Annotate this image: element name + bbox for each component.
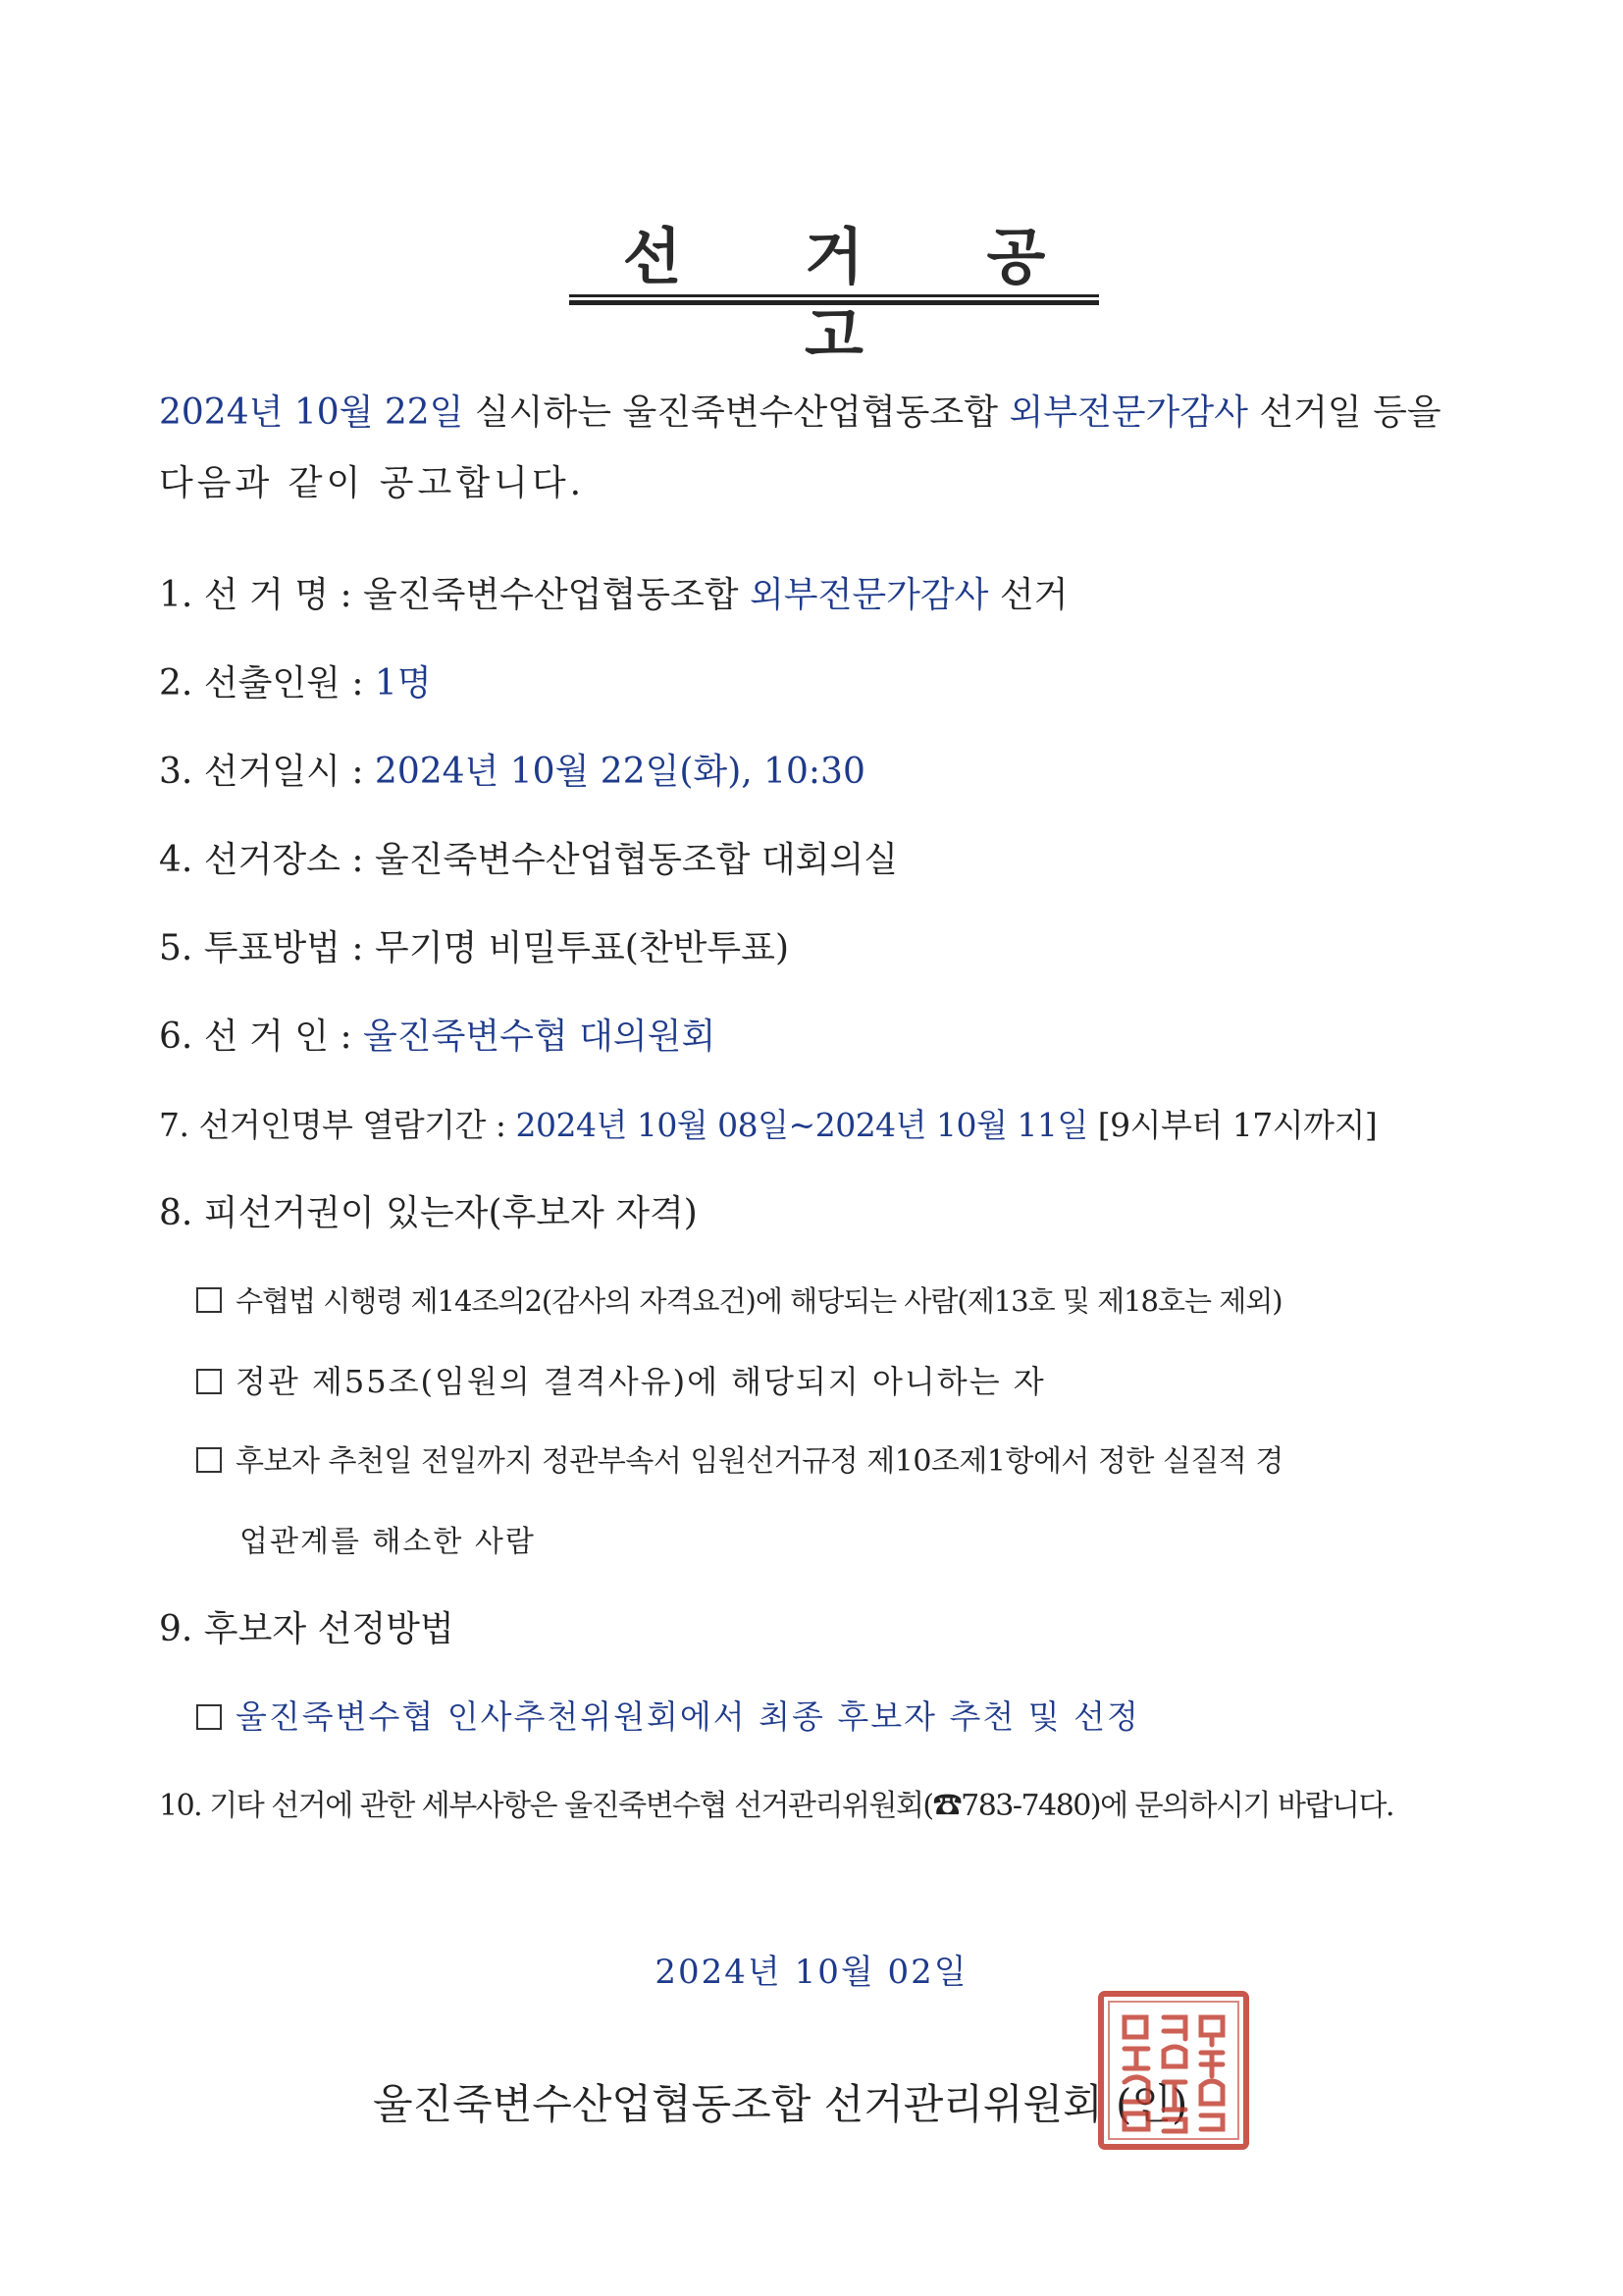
item-8 [159,1191,698,1236]
checkbox-icon [196,1287,222,1313]
item-1-text: 울진죽변수산업협동조합 [363,575,751,615]
item-8-label: 8. 피선거권이 있는자(후보자 자격) [159,1193,698,1233]
title-underline-thick [569,300,1099,305]
footer-org: 울진죽변수산업협동조합 선거관리위원회 (인) [373,2080,1188,2128]
checkbox-icon [196,1704,222,1730]
item-4 [159,838,898,883]
item-6 [159,1015,715,1060]
item-1-blue: 외부전문가감사 [750,575,989,615]
item-9-sub-1-text: 울진죽변수협 인사추천위원회에서 최종 후보자 추천 및 선정 [236,1697,1140,1736]
item-8-sub-3-cont: 업관계를 해소한 사람 [239,1525,536,1559]
item-5 [159,926,789,971]
item-3-value: 2024년 10월 22일(화), 10:30 [374,752,865,792]
item-8-sub-1 [196,1279,1283,1323]
item-1-label: 1. 선 거 명 : [159,575,364,615]
checkbox-icon [196,1369,222,1394]
intro-paragraph [159,391,1474,436]
page-title: 선 거 공 고 [622,221,1097,371]
intro-text2: 선거일 등을 [1247,392,1441,433]
item-8-sub-2-text: 정관 제55조(임원의 결격사유)에 해당되지 아니하는 자 [236,1363,1046,1400]
item-5-value: 무기명 비밀투표(찬반투표) [374,928,789,968]
item-4-label: 4. 선거장소 : [159,840,375,880]
item-7 [159,1103,1377,1148]
item-8-sub-2 [196,1360,1046,1403]
item-5-label: 5. 투표방법 : [159,928,375,968]
intro-position: 외부전문가감사 [1009,392,1248,433]
item-2-value: 1명 [374,663,432,704]
intro-text1: 실시하는 울진죽변수산업협동조합 [463,392,1010,433]
footer-date: 2024년 10월 02일 [654,1953,969,1992]
item-9-sub-1 [196,1696,1140,1739]
item-9-label: 9. 후보자 선정방법 [159,1609,454,1649]
item-3 [159,750,865,795]
intro-date: 2024년 10월 22일 [159,392,464,433]
official-seal-stamp [1095,1988,1252,2153]
item-7-label: 7. 선거인명부 열람기간 : [159,1106,516,1144]
item-8-sub-3 [196,1440,1283,1484]
item-9 [159,1607,454,1652]
item-3-label: 3. 선거일시 : [159,752,375,792]
item-10: 10. 기타 선거에 관한 세부사항은 울진죽변수협 선거관리위원회(☎783-7480)에 문의하시기 바랍니다. [159,1789,1393,1823]
item-4-value: 울진죽변수산업협동조합 대회의실 [374,840,899,880]
item-2 [159,661,432,706]
item-1 [159,573,1068,618]
item-8-sub-1-text: 수협법 시행령 제14조의2(감사의 자격요건)에 해당되는 사람(제13호 및 제18호는 제외) [236,1284,1283,1318]
checkbox-icon [196,1447,222,1473]
item-7-value: 2024년 10월 08일~2024년 10월 11일 [515,1106,1088,1144]
item-6-value: 울진죽변수협 대의원회 [363,1017,716,1057]
item-6-label: 6. 선 거 인 : [159,1017,364,1057]
title-underline [569,294,1099,297]
item-8-sub-3-text: 후보자 추천일 전일까지 정관부속서 임원선거규정 제10조제1항에서 정한 실질적 경 [236,1444,1283,1479]
intro-line2: 다음과 같이 공고합니다. [159,463,586,503]
item-2-label: 2. 선출인원 : [159,663,375,704]
item-1-tail: 선거 [988,575,1069,615]
item-7-tail: [9시부터 17시까지] [1087,1106,1378,1144]
